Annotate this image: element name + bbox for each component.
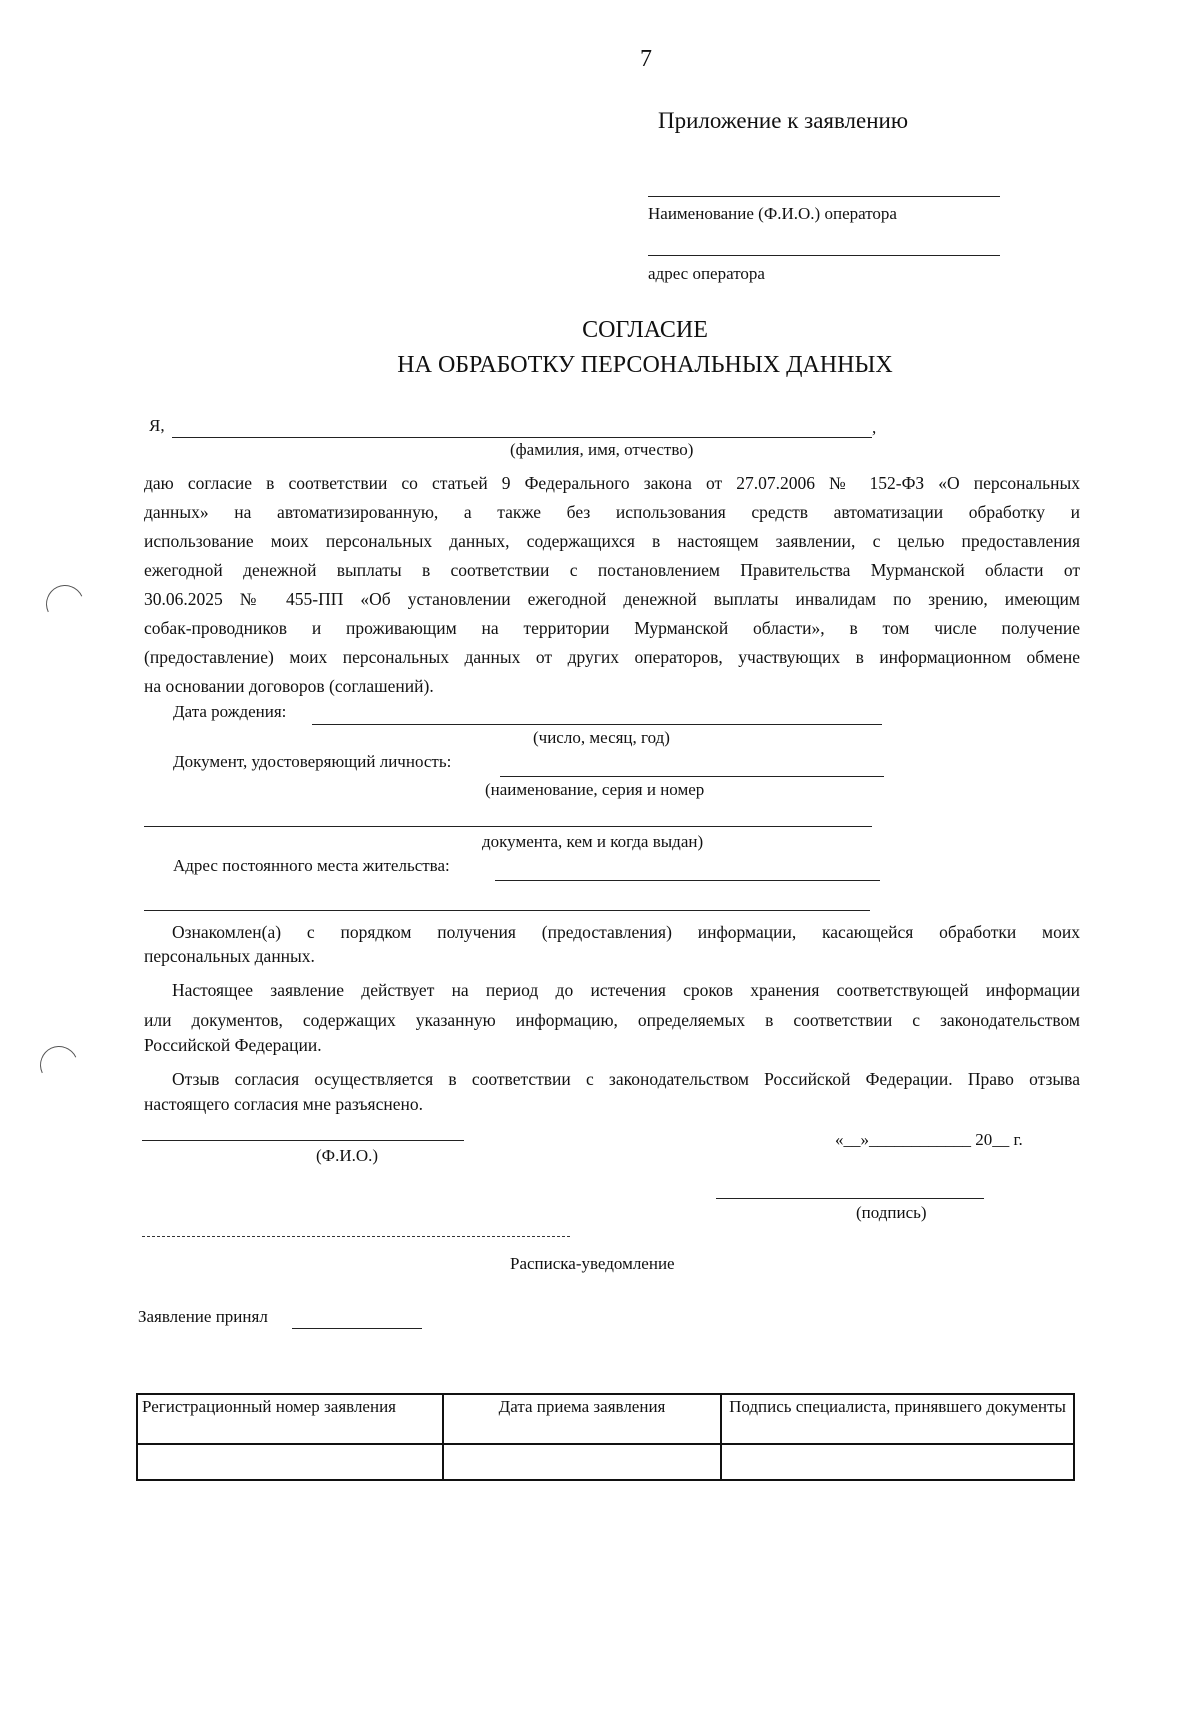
id-document-caption-2: документа, кем и когда выдан)	[482, 832, 704, 851]
consent-line-6: собак-проводников и проживающим на территории Мурманской области», в том числе получение	[144, 618, 1080, 638]
fio-caption: (Ф.И.О.)	[316, 1146, 379, 1165]
applicant-prefix: Я,	[149, 416, 165, 435]
consent-line-1: даю согласие в соответствии со статьей 9 Федерального закона от 27.07.2006 № 152-ФЗ «О персональных	[144, 473, 1080, 493]
paragraph-1-line-2: персональных данных.	[144, 946, 315, 966]
table-header-row	[137, 1394, 1074, 1444]
punch-hole-mark-top	[41, 580, 90, 629]
document-title-line2: НА ОБРАБОТКУ ПЕРСОНАЛЬНЫХ ДАННЫХ	[397, 352, 893, 378]
paragraph-2-line-2: или документов, содержащих указанную информацию, определяемых в соответствии с законодательством	[144, 1010, 1080, 1030]
accepted-line	[292, 1328, 422, 1329]
id-document-line-2	[144, 826, 872, 827]
consent-line-5: 30.06.2025 № 455-ПП «Об установлении ежегодной денежной выплаты инвалидам по зрению, имеющим	[144, 589, 1080, 609]
cell-receipt-date[interactable]	[443, 1444, 721, 1480]
registration-table	[136, 1393, 1075, 1481]
cell-specialist-signature[interactable]	[721, 1444, 1074, 1480]
receipt-title: Расписка-уведомление	[510, 1254, 675, 1273]
operator-address-caption: адрес оператора	[648, 264, 765, 283]
header-specialist-signature: Подпись специалиста, принявшего документы	[721, 1394, 1074, 1444]
birth-date-line	[312, 724, 882, 725]
document-title-line1: СОГЛАСИЕ	[582, 317, 708, 343]
consent-line-2: данных» на автоматизированную, а также без использования средств автоматизации обработку и	[144, 502, 1080, 522]
fio-signature-line	[142, 1140, 464, 1141]
consent-line-4: ежегодной денежной выплаты в соответствии с постановлением Правительства Мурманской области от	[144, 560, 1080, 580]
table-row	[137, 1444, 1074, 1480]
header-receipt-date: Дата приема заявления	[443, 1394, 721, 1444]
appendix-title: Приложение к заявлению	[658, 108, 909, 133]
operator-address-line	[648, 255, 1000, 256]
consent-line-3: использование моих персональных данных, содержащихся в настоящем заявлении, с целью предоставления	[144, 531, 1080, 551]
paragraph-2-line-3: Российской Федерации.	[144, 1035, 322, 1055]
address-line-1	[495, 880, 880, 881]
id-document-caption-1: (наименование, серия и номер	[485, 780, 705, 799]
paragraph-2-line-1: Настоящее заявление действует на период до истечения сроков хранения соответствующей информации	[172, 980, 1080, 1000]
accepted-label: Заявление принял	[138, 1307, 268, 1326]
address-label: Адрес постоянного места жительства:	[173, 856, 450, 875]
paragraph-1-line-1: Ознакомлен(а) с порядком получения (предоставления) информации, касающейся обработки моих	[172, 922, 1080, 942]
header-registration-number: Регистрационный номер заявления	[137, 1394, 443, 1444]
consent-date: «__»____________ 20__ г.	[835, 1130, 1023, 1149]
page-number: 7	[640, 46, 652, 72]
operator-name-caption: Наименование (Ф.И.О.) оператора	[648, 204, 897, 223]
id-document-line-1	[500, 776, 884, 777]
birth-date-caption: (число, месяц, год)	[533, 728, 670, 747]
applicant-name-line	[172, 437, 872, 438]
paragraph-3-line-1: Отзыв согласия осуществляется в соответствии с законодательством Российской Федерации. Право отзыва	[172, 1069, 1080, 1089]
consent-text	[144, 469, 1080, 701]
punch-hole-mark-bottom	[35, 1041, 84, 1090]
paragraph-validity	[144, 976, 1080, 1005]
cell-registration-number[interactable]	[137, 1444, 443, 1480]
applicant-name-caption: (фамилия, имя, отчество)	[510, 440, 694, 459]
operator-name-line	[648, 196, 1000, 197]
birth-date-label: Дата рождения:	[173, 702, 287, 721]
signature-line	[716, 1198, 984, 1199]
id-document-label: Документ, удостоверяющий личность:	[173, 752, 452, 771]
consent-line-7: (предоставление) моих персональных данных от других операторов, участвующих в информационном обмене	[144, 647, 1080, 667]
consent-line-8: на основании договоров (соглашений).	[144, 676, 434, 696]
signature-caption: (подпись)	[856, 1203, 927, 1222]
address-line-2	[144, 910, 870, 911]
paragraph-3-line-2: настоящего согласия мне разъяснено.	[144, 1094, 423, 1114]
cut-line	[142, 1236, 570, 1237]
applicant-suffix: ,	[872, 418, 877, 437]
